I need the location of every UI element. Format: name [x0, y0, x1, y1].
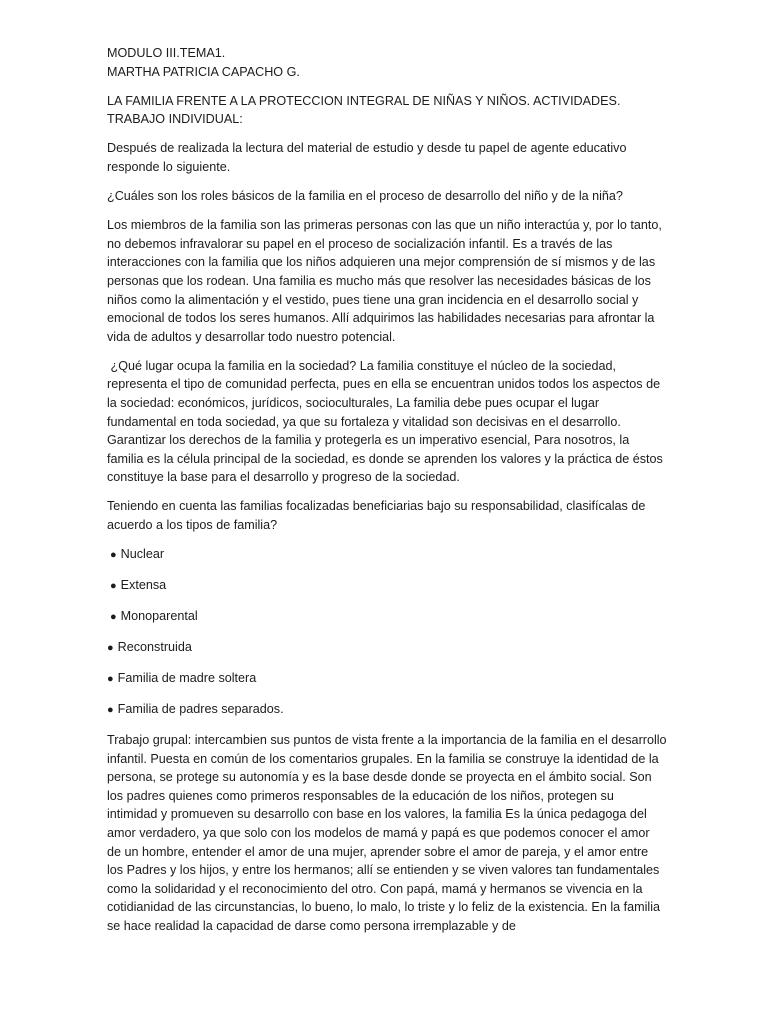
document-page	[107, 44, 667, 946]
bullet-icon: ●	[110, 580, 117, 593]
answer-roles-paragraph: Los miembros de la familia son las primeras personas con las que un niño interactúa y, por lo tanto, no debemos infravalorar su papel en el proceso de socialización infantil. Es a través de las interacciones con la familia que los niños adquieren una mejor comprensión de sí mismos y de las personas que los rodean. Una familia es mucho más que resolver las necesidades básicas de los niños como la alimentación y el vestido, pues tiene una gran incidencia en el desarrollo social y emocional de todos los seres humanos. Allí adquirimos las habilidades necesarias para afrontar la vida de adultos y desarrollar todo nuestro potencial.	[107, 218, 662, 344]
question-roles: ¿Cuáles son los roles básicos de la familia en el proceso de desarrollo del niño y de la niña?	[107, 189, 623, 204]
list-item	[107, 669, 667, 689]
list-item-label: Nuclear	[120, 547, 165, 562]
bullet-icon: ●	[110, 549, 117, 562]
list-item	[107, 576, 667, 596]
list-item-label: Reconstruida	[117, 640, 192, 655]
document-header	[107, 44, 667, 81]
list-item-label: Monoparental	[120, 609, 198, 624]
list-item	[107, 638, 667, 658]
group-work-paragraph: Trabajo grupal: intercambien sus puntos de vista frente a la importancia de la familia en el desarrollo infantil. Puesta en común de los comentarios grupales. En la familia se construye la identidad de la persona, se protege su autonomía y es la base desde donde se proyecta en el ámbito social. Son los padres quienes como primeros responsables de la educación de los niños, protegen su intimidad y promueven su desarrollo con base en los valores, la familia Es la única pedagoga del amor verdadero, ya que solo con los modelos de mamá y papá es que podemos conocer el amor de un hombre, entender el amor de una mujer, aprender sobre el amor de pareja, y el amor entre los Padres y los hijos, y entre los hermanos; allí se entienden y se viven valores tan fundamentales como la solidaridad y el reconocimiento del otro. Con papá, mamá y hermanos se vivencia en la cotidianidad de las circunstancias, lo bueno, lo malo, lo triste y lo feliz de la existencia. En la familia se hace realidad la capacidad de darse como persona irremplazable y de	[107, 733, 667, 933]
intro-paragraph: Después de realizada la lectura del material de estudio y desde tu papel de agente educativo responde lo siguiente.	[107, 141, 627, 174]
list-item-label: Familia de padres separados.	[117, 702, 284, 717]
list-item-label: Extensa	[120, 578, 167, 593]
bullet-icon: ●	[107, 673, 114, 686]
bullet-icon: ●	[107, 642, 114, 655]
bullet-icon: ●	[107, 704, 114, 717]
question-family-types: Teniendo en cuenta las familias focalizadas beneficiarias bajo su responsabilidad, clasifícalas de acuerdo a los tipos de familia?	[107, 499, 646, 533]
society-paragraph	[107, 357, 667, 487]
list-item	[107, 700, 667, 720]
list-item	[107, 545, 667, 565]
list-item-label: Familia de madre soltera	[117, 671, 257, 686]
society-paragraph-text: ¿Qué lugar ocupa la familia en la sociedad? La familia constituye el núcleo de la sociedad, representa el tipo de comunidad perfecta, pues en ella se encuentran unidos todos los aspectos de la sociedad: económicos, jurídicos, socioculturales, La familia debe pues ocupar el lugar fundamental en toda sociedad, ya que su fortaleza y vitalidad son decisivas en el desarrollo. Garantizar los derechos de la familia y protegerla es un imperativo esencial, Para nosotros, la familia es la célula principal de la sociedad, es donde se aprenden los valores y la práctica de éstos constituye la base para el desarrollo y progreso de la sociedad.	[107, 358, 663, 485]
list-item	[107, 607, 667, 627]
bullet-icon: ●	[110, 611, 117, 624]
module-label: MODULO III.TEMA1.	[107, 46, 226, 60]
family-types-list	[107, 545, 667, 720]
author-name: MARTHA PATRICIA CAPACHO G.	[107, 64, 300, 79]
document-title: LA FAMILIA FRENTE A LA PROTECCION INTEGRAL DE NIÑAS Y NIÑOS. ACTIVIDADES. TRABAJO INDIVIDUAL:	[107, 93, 621, 127]
